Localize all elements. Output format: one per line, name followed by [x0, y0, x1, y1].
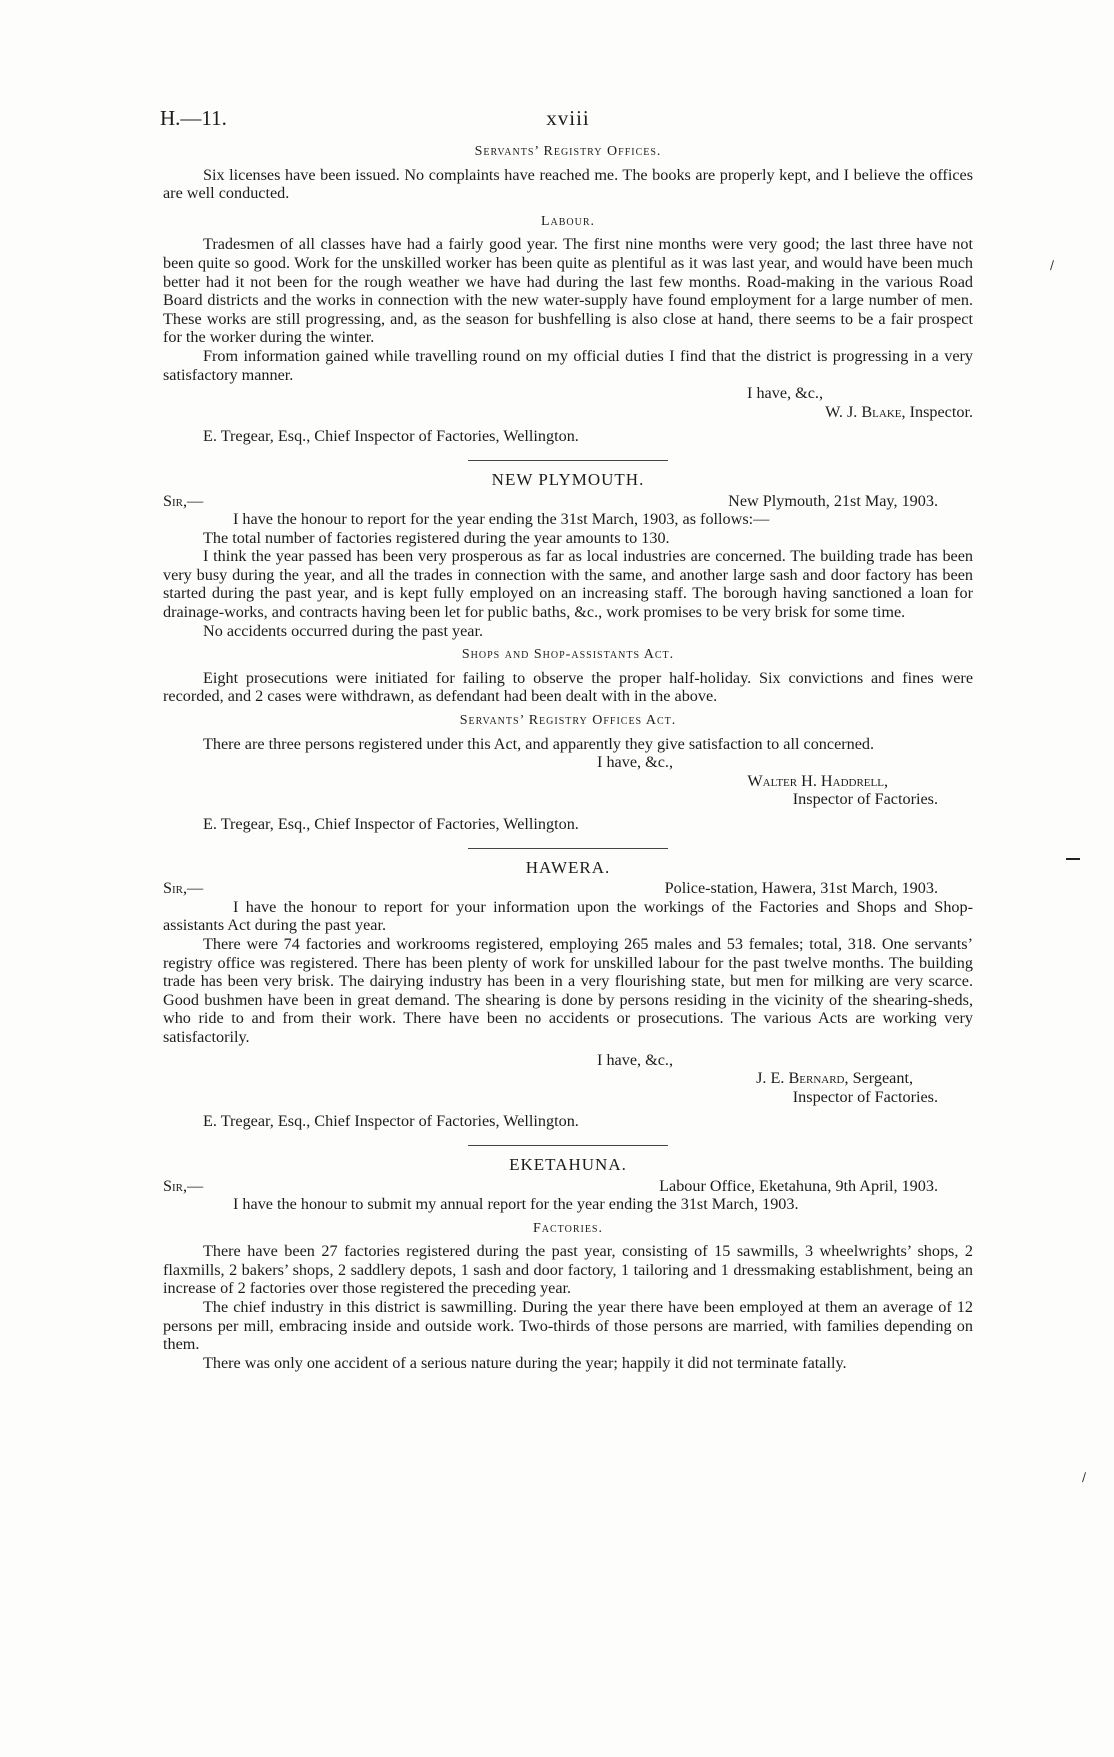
paragraph: From information gained while travelling round on my official duties I find that the district is progressing in a very satisfactory manner.	[163, 346, 973, 384]
signature-rank: , Sergeant,	[844, 1069, 913, 1088]
section-heading-labour: Labour.	[540, 213, 596, 229]
paragraph: I have the honour to report for your information upon the workings of the Factories and Shops and Shop-assistants Act during the past year.	[163, 897, 973, 935]
paragraph: Tradesmen of all classes have had a fairly good year. The first nine months were very good; the last three have not been quite so good. Work for the unskilled worker has been quite as plentiful as it was last year, and would have been much better had it not been for the rough weather we have had during the last few months. Road-making in the various Road Board districts and the works in connection with the new water-supply have found employment for a large number of men. These works are still progressing, and, as the season for bushfelling is also close at hand, there seems to be a fair prospect for the worker during the winter.	[163, 235, 973, 347]
addressee: E. Tregear, Esq., Chief Inspector of Factories, Wellington.	[203, 815, 579, 833]
page-number: xviii	[546, 106, 590, 130]
paragraph: There have been 27 factories registered during the past year, consisting of 15 sawmills, 3 wheelwrights’ shops, 2 flaxmills, 2 bakers’ shops, 2 saddlery depots, 1 sash and door factory, 1 tailoring and 1 dressmaking establishment, being an increase of 2 factories over those registered the preceding year.	[163, 1242, 973, 1298]
subheading-servants-registry-act: Servants’ Registry Offices Act.	[459, 713, 677, 729]
section-heading-servants-registry: Servants’ Registry Offices.	[474, 144, 662, 159]
paragraph: There was only one accident of a serious nature during the year; happily it did not terminate fatally.	[203, 1353, 847, 1372]
scan-mark: ∕	[1082, 1470, 1087, 1484]
signature-title: , Inspector.	[901, 402, 973, 421]
paragraph: Six licenses have been issued. No complaints have reached me. The books are properly kept, and I believe the offices are well conducted.	[163, 165, 973, 203]
document-page	[160, 105, 973, 1372]
signature-comma: ,	[883, 771, 888, 790]
salutation: Sir,—	[163, 879, 204, 898]
paragraph: No accidents occurred during the past year.	[203, 621, 484, 640]
signature	[163, 1069, 973, 1088]
signature-title: Inspector of Factories.	[792, 1087, 938, 1106]
salutation: Sir,—	[163, 1176, 204, 1195]
signature-name: W. J. Blake	[825, 402, 902, 421]
signature-title: Inspector of Factories.	[792, 790, 938, 809]
closing: I have, &c.,	[747, 384, 823, 403]
section-divider	[468, 460, 668, 461]
place-date: Police-station, Hawera, 31st March, 1903.	[664, 879, 938, 898]
signature	[163, 772, 973, 791]
page-header	[160, 105, 973, 141]
section-divider	[468, 1145, 668, 1146]
paragraph: Eight prosecutions were initiated for failing to observe the proper half-holiday. Six convictions and fines were recorded, and 2 cases were withdrawn, as defendant had been dealt with in the above.	[163, 668, 973, 706]
closing: I have, &c.,	[597, 753, 673, 772]
addressee: E. Tregear, Esq., Chief Inspector of Factories, Wellington.	[203, 427, 579, 446]
report-heading-new-plymouth: NEW PLYMOUTH.	[491, 469, 645, 489]
salutation: Sir,—	[163, 491, 204, 510]
paragraph: The total number of factories registered during the year amounts to 130.	[203, 528, 670, 547]
scan-mark: ∕	[1050, 258, 1055, 272]
subheading-shops-act: Shops and Shop-assistants Act.	[461, 647, 675, 663]
salutation-line	[163, 879, 973, 898]
page-code: H.—11.	[160, 106, 227, 130]
paragraph: The chief industry in this district is sawmilling. During the year there have been employed at them an average of 12 persons per mill, embracing inside and outside work. Two-thirds of those persons are married, with families depending on them.	[163, 1298, 973, 1354]
signature-name: J. E. Bernard	[756, 1069, 845, 1088]
paragraph: There are three persons registered under this Act, and apparently they give satisfaction to all concerned.	[203, 734, 875, 753]
report-heading-eketahuna: EKETAHUNA.	[509, 1154, 627, 1174]
addressee: E. Tregear, Esq., Chief Inspector of Factories, Wellington.	[203, 1112, 579, 1131]
salutation-line	[163, 1177, 973, 1196]
paragraph: I have the honour to report for the year ending the 31st March, 1903, as follows:—	[233, 510, 770, 529]
signature-name: Walter H. Haddrell	[747, 771, 884, 790]
section-divider	[468, 848, 668, 849]
paragraph: There were 74 factories and workrooms registered, employing 265 males and 53 females; total, 318. One servants’ registry office was registered. There has been plenty of work for unskilled labour for the past twelve months. The building trade has been very brisk. The dairying industry has been in a very flourishing state, but men for milking are very scarce. Good bushmen have been in great demand. The shearing is done by persons residing in the vicinity of the shearing-sheds, who ride to and from their work. There have been no accidents or prosecutions. The various Acts are working very satisfactorily.	[163, 934, 973, 1046]
scan-mark	[1066, 858, 1080, 860]
salutation-line	[163, 492, 973, 511]
signature	[163, 403, 973, 422]
subheading-factories: Factories.	[533, 1220, 603, 1236]
place-date: Labour Office, Eketahuna, 9th April, 1903.	[659, 1176, 938, 1195]
place-date: New Plymouth, 21st May, 1903.	[728, 491, 938, 510]
paragraph: I think the year passed has been very prosperous as far as local industries are concerned. The building trade has been very busy during the year, and all the trades in connection with the same, and another large sash and door factory has been started during the past year, and is kept fully employed on an increasing staff. The borough having sanctioned a loan for drainage-works, and contracts having been let for public baths, &c., work promises to be very brisk for some time.	[163, 547, 973, 622]
report-heading-hawera: HAWERA.	[525, 857, 611, 877]
paragraph: I have the honour to submit my annual report for the year ending the 31st March, 1903.	[233, 1195, 799, 1214]
closing: I have, &c.,	[597, 1050, 673, 1069]
